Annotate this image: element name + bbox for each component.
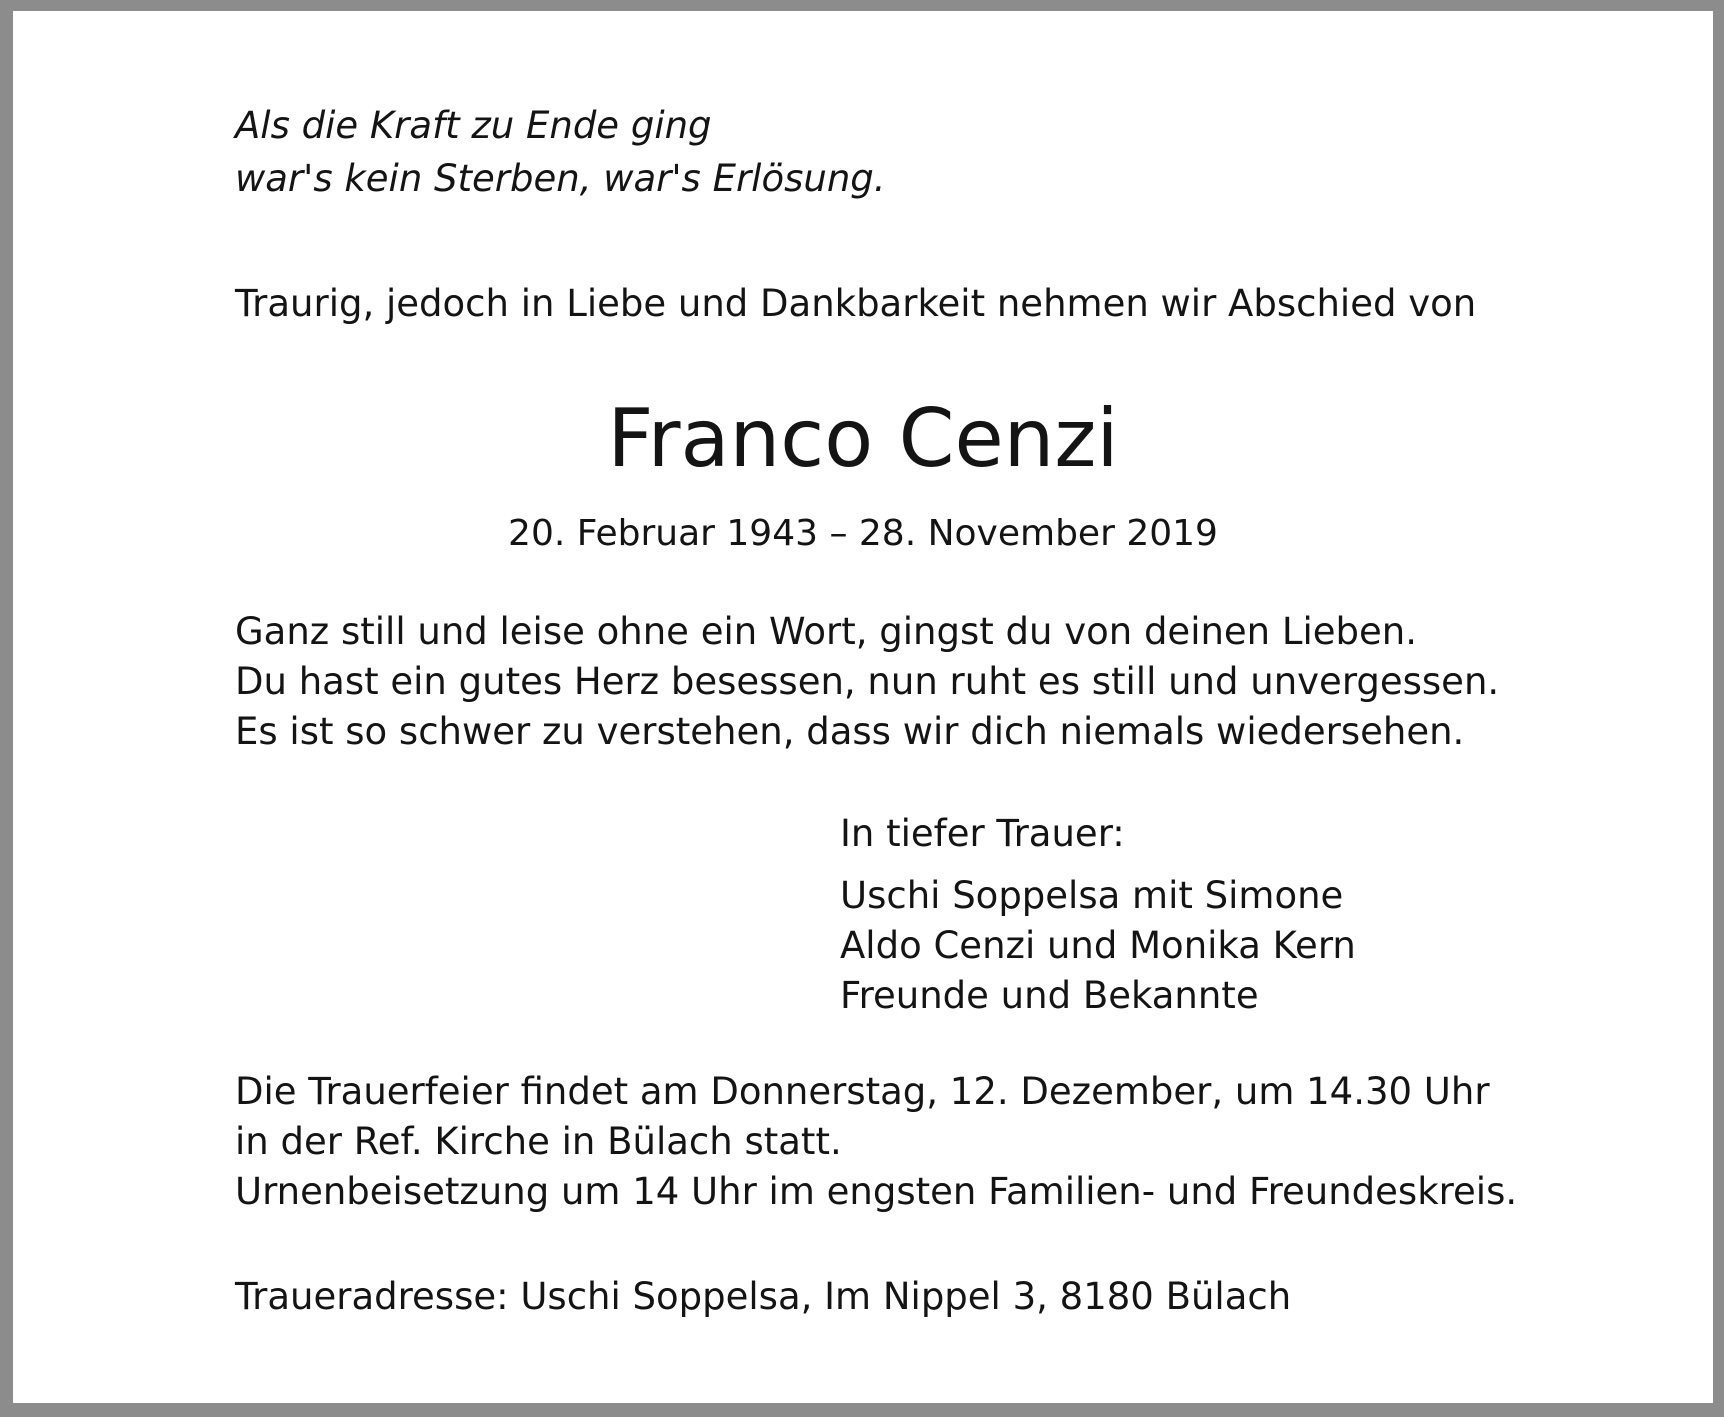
ceremony-line: Urnenbeisetzung um 14 Uhr im engsten Familien- und Freundeskreis. xyxy=(235,1170,1518,1213)
obituary-notice xyxy=(13,11,1713,1403)
life-dates: 20. Februar 1943 – 28. November 2019 xyxy=(508,513,1218,554)
verse-line: Ganz still und leise ohne ein Wort, gingst du von deinen Lieben. xyxy=(235,610,1418,653)
mourning-address: Traueradresse: Uschi Soppelsa, Im Nippel 3, 8180 Bülach xyxy=(235,1275,1292,1318)
mourners-heading: In tiefer Trauer: xyxy=(840,812,1125,855)
ceremony-line: in der Ref. Kirche in Bülach statt. xyxy=(235,1120,842,1163)
mourner-name: Freunde und Bekannte xyxy=(840,974,1259,1017)
ceremony-line: Die Trauerfeier findet am Donnerstag, 12. Dezember, um 14.30 Uhr xyxy=(235,1070,1490,1113)
motto-line: war's kein Sterben, war's Erlösung. xyxy=(235,157,886,200)
verse-line: Es ist so schwer zu verstehen, dass wir dich niemals wiedersehen. xyxy=(235,710,1465,753)
mourners-list xyxy=(840,871,1356,1021)
ceremony-info xyxy=(235,1067,1517,1217)
motto-quote xyxy=(235,99,886,205)
mourner-name: Uschi Soppelsa mit Simone xyxy=(840,874,1344,917)
mourner-name: Aldo Cenzi und Monika Kern xyxy=(840,924,1356,967)
intro-text: Traurig, jedoch in Liebe und Dankbarkeit nehmen wir Abschied von xyxy=(235,282,1477,325)
motto-line: Als die Kraft zu Ende ging xyxy=(235,104,712,147)
deceased-name: Franco Cenzi xyxy=(607,392,1119,485)
memorial-verse xyxy=(235,607,1499,757)
verse-line: Du hast ein gutes Herz besessen, nun ruht es still und unvergessen. xyxy=(235,660,1500,703)
